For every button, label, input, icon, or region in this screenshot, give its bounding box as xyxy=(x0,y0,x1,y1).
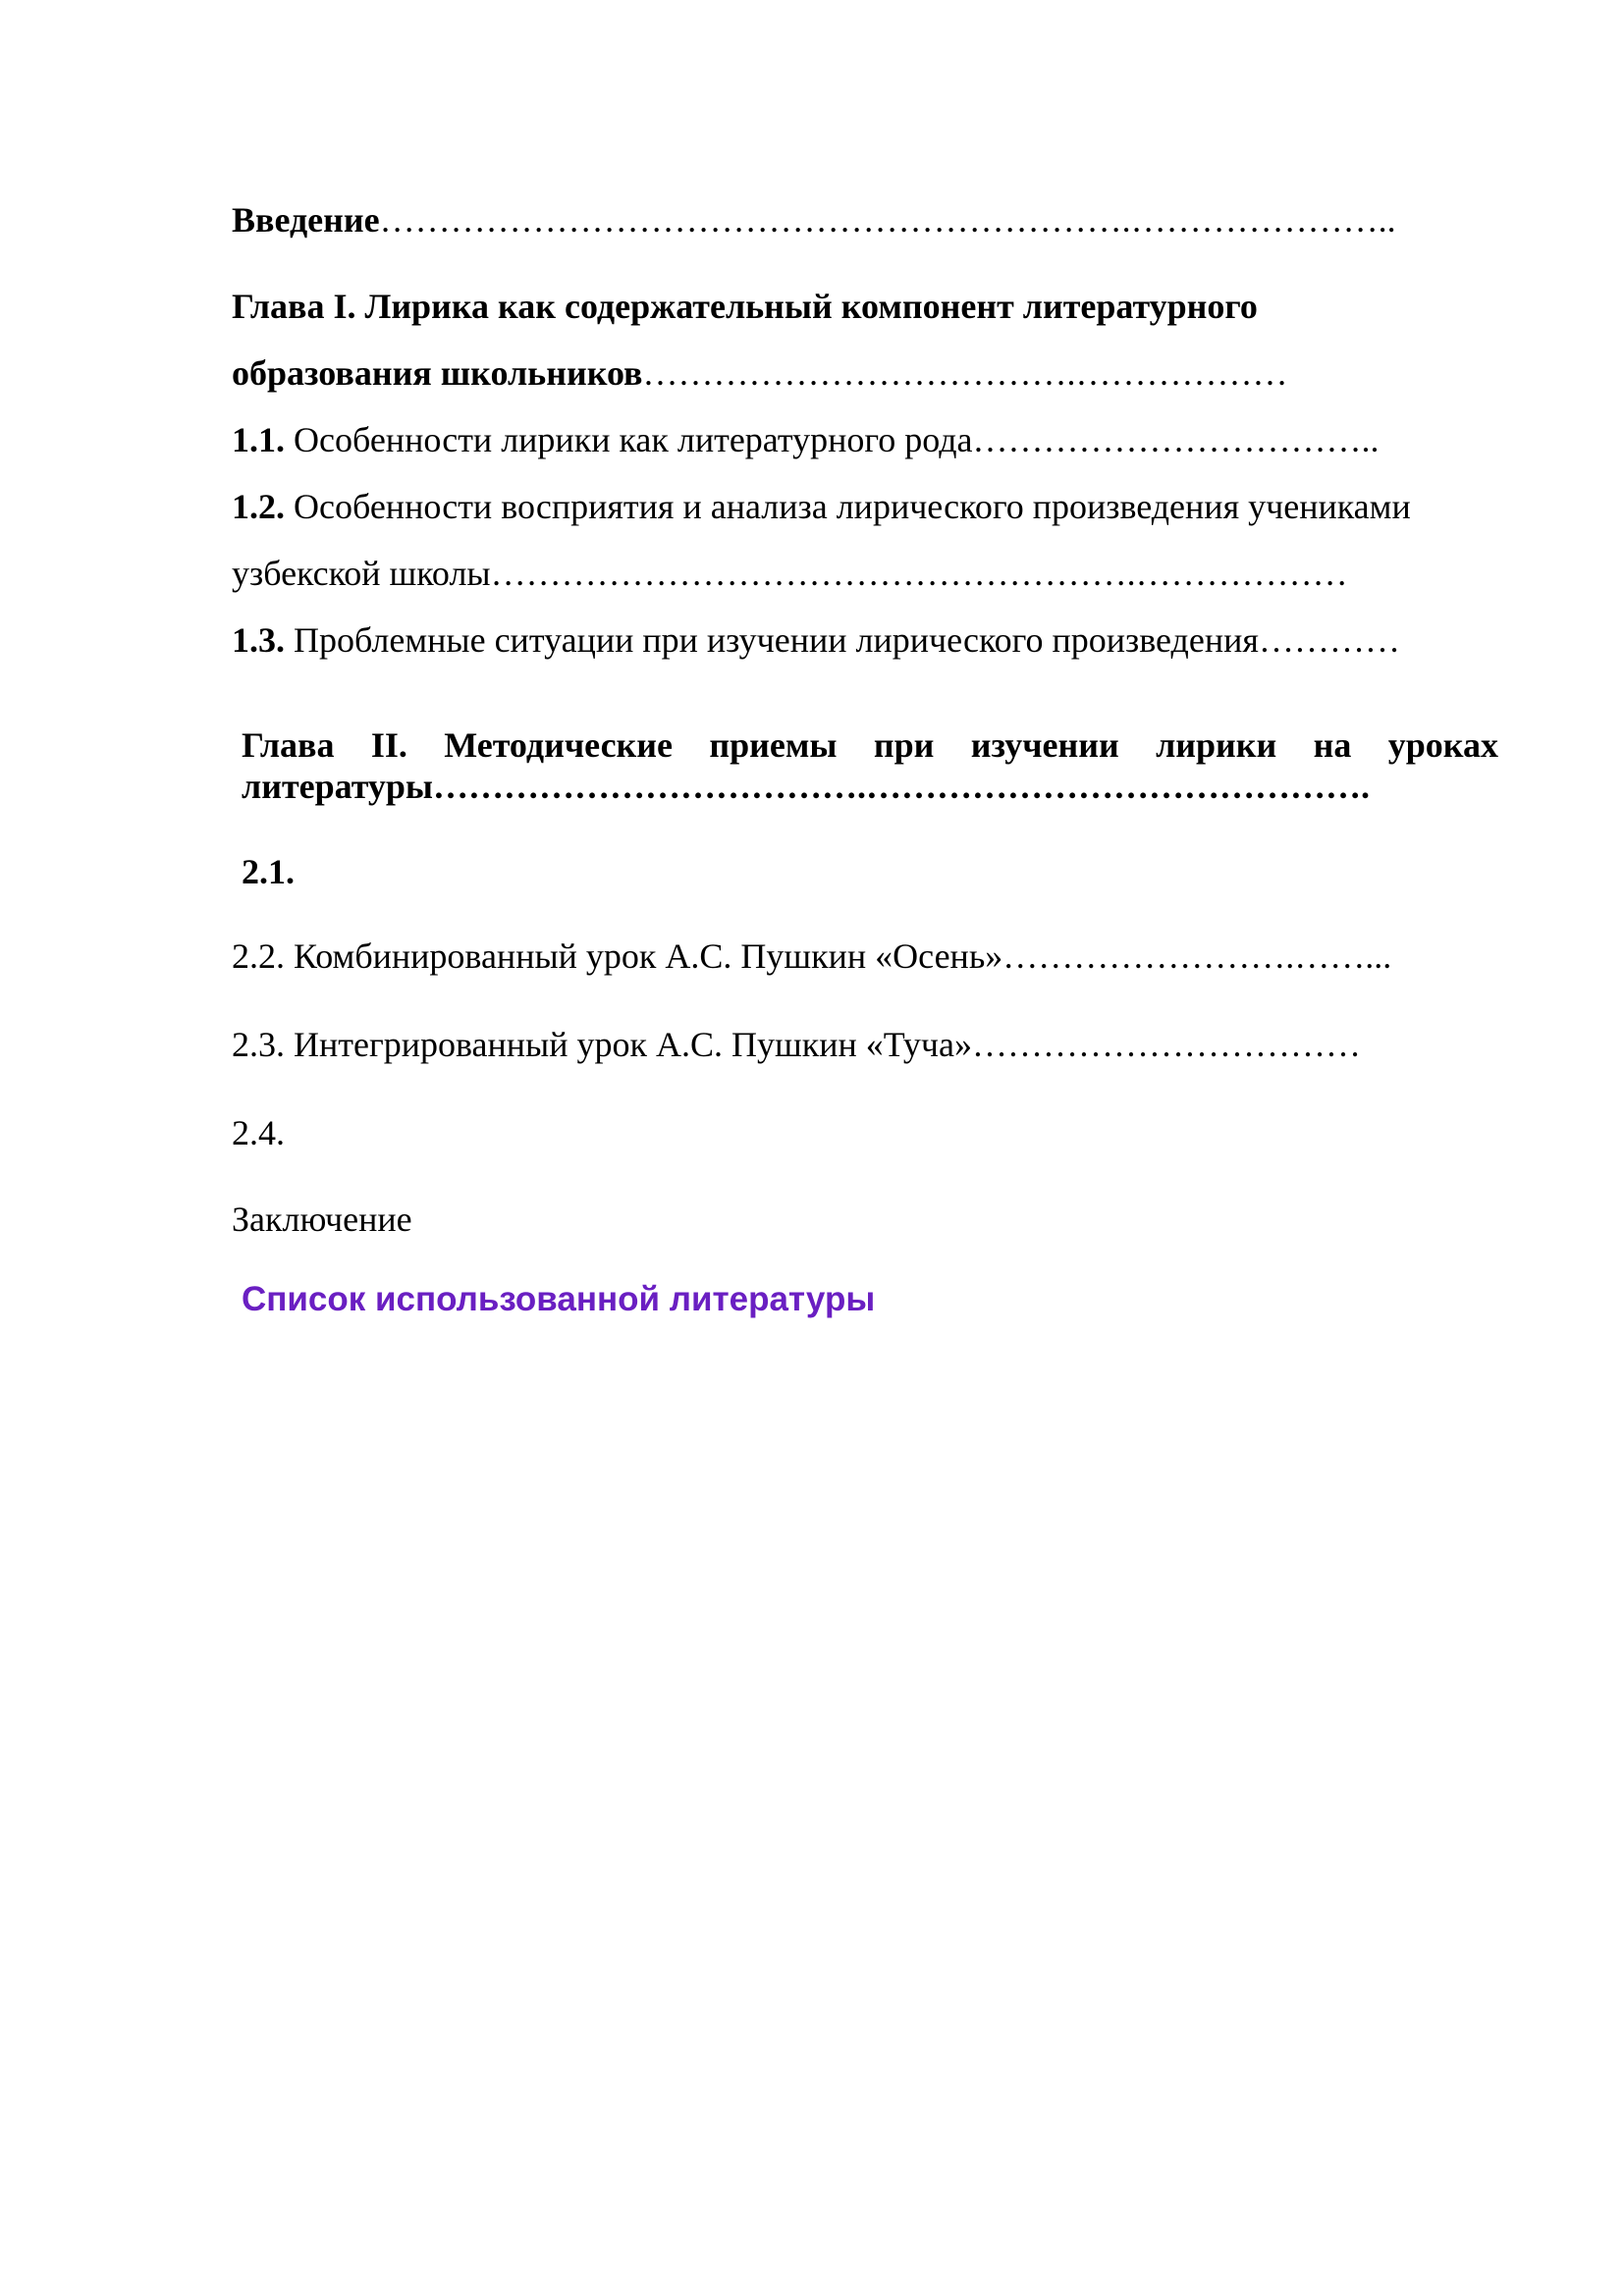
section-1-3-leader-dots: ………… xyxy=(1258,620,1400,660)
toc-entry-section-1-3[interactable] xyxy=(232,618,1400,662)
section-2-3-title: 2.3. Интегрированный урок А.С. Пушкин «Туча» xyxy=(232,1025,973,1064)
section-1-1-leader-dots: …………………………….. xyxy=(972,420,1380,459)
toc-entry-chapter-1-title[interactable]: Глава I. Лирика как содержательный компонент литературного xyxy=(232,287,1258,326)
section-1-3-number: 1.3. xyxy=(232,620,285,660)
toc-entry-section-2-4[interactable]: 2.4. xyxy=(232,1113,285,1152)
chapter-2-word: изучении xyxy=(970,725,1119,765)
chapter-2-word: лирики xyxy=(1156,725,1277,765)
toc-entry-section-1-2[interactable] xyxy=(232,485,1411,528)
toc-entry-section-2-2[interactable] xyxy=(232,934,1391,978)
toc-entry-chapter-1-continuation[interactable] xyxy=(232,351,1288,395)
chapter-2-leader-dots: ……………………………….……………………………………. xyxy=(433,767,1371,806)
chapter-2-title-line xyxy=(242,724,1498,766)
section-1-2-leader-dots: ……………………………………………….……………… xyxy=(490,554,1348,593)
chapter-2-word: Глава xyxy=(242,725,335,765)
section-2-3-leader-dots: …………………………… xyxy=(972,1025,1362,1064)
section-1-2-number: 1.2. xyxy=(232,487,285,526)
chapter-1-title-end: образования школьников xyxy=(232,353,643,393)
chapter-2-word: на xyxy=(1313,725,1352,765)
toc-entry-references[interactable]: Список использованной литературы xyxy=(242,1280,876,1318)
introduction-leader-dots: ……………………………………………………….………………….. xyxy=(379,200,1396,240)
chapter-2-word: II. xyxy=(370,725,407,765)
section-2-2-title: 2.2. Комбинированный урок А.С. Пушкин «Осень» xyxy=(232,936,1003,976)
toc-entry-chapter-2[interactable] xyxy=(242,724,1498,807)
chapter-2-title-end: литературы xyxy=(242,767,434,806)
toc-entry-section-1-2-continuation[interactable] xyxy=(232,552,1348,595)
section-1-2-title: Особенности восприятия и анализа лирического произведения учениками xyxy=(285,487,1411,526)
toc-entry-introduction[interactable] xyxy=(232,198,1396,241)
chapter-2-word: Методические xyxy=(444,725,674,765)
toc-entry-section-2-3[interactable] xyxy=(232,1023,1361,1066)
section-1-1-number: 1.1. xyxy=(232,420,285,459)
introduction-title: Введение xyxy=(232,200,380,240)
chapter-2-title-continuation xyxy=(242,766,1498,807)
toc-entry-section-2-1[interactable]: 2.1. xyxy=(242,852,295,891)
section-1-3-title: Проблемные ситуации при изучении лирического произведения xyxy=(285,620,1259,660)
section-1-2-title-end: узбекской школы xyxy=(232,554,491,593)
chapter-2-word: уроках xyxy=(1387,725,1498,765)
chapter-1-leader-dots: ……………………………….……………… xyxy=(642,353,1288,393)
chapter-2-word: приемы xyxy=(709,725,838,765)
toc-entry-conclusion[interactable]: Заключение xyxy=(232,1200,412,1239)
chapter-2-word: при xyxy=(873,725,935,765)
section-2-2-leader-dots: …………………….……... xyxy=(1002,936,1392,976)
toc-entry-section-1-1[interactable] xyxy=(232,418,1380,461)
section-1-1-title: Особенности лирики как литературного рода xyxy=(285,420,973,459)
